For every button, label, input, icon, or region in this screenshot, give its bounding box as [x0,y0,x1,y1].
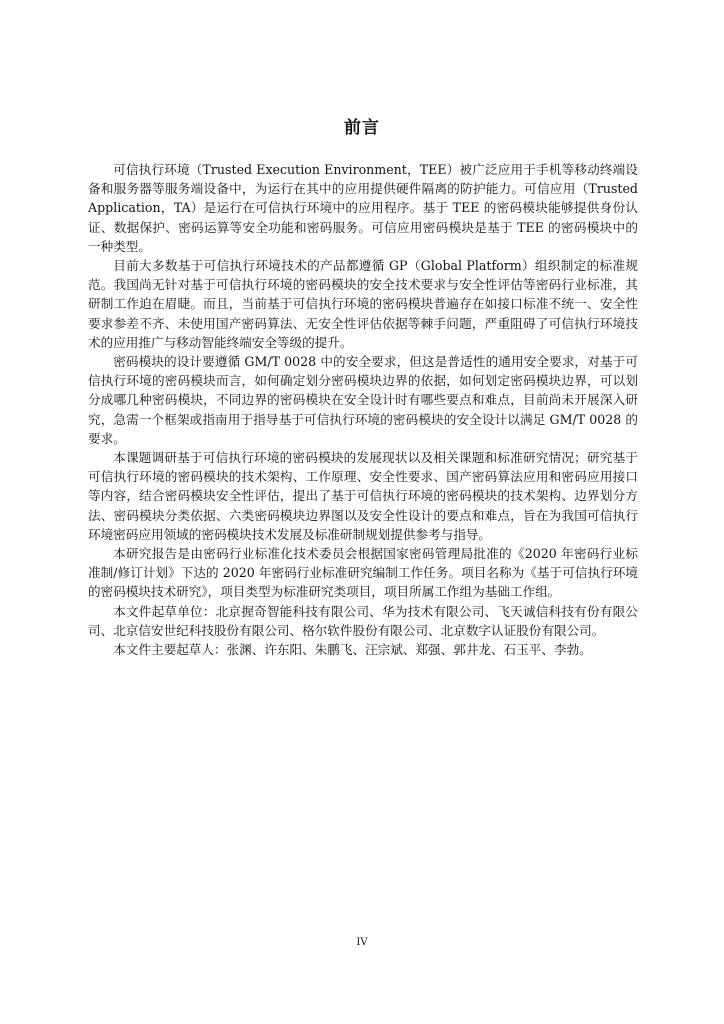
paragraph-gp-standard: 目前大多数基于可信执行环境技术的产品都遵循 GP（Global Platform）组织制定的标准规范。我国尚无针对基于可信执行环境的密码模块的安全技术要求与安全性评估等密码行业标准，其研制工作迫在眉睫。而且，当前基于可信执行环境的密码模块普遍存在如接口标准不统一、安全性要求参差不齐、未使用国产密码算法、无安全性评估依据等棘手问题，严重阻碍了可信执行环境技术的应用推广与移动智能终端安全等级的提升。 [88,258,638,350]
paragraph-drafting-units: 本文件起草单位：北京握奇智能科技有限公司、华为技术有限公司、飞天诚信科技有份有限公司、北京信安世纪科技股份有限公司、格尔软件股份有限公司、北京数字认证股份有限公司。 [88,603,638,638]
page-title: 前言 [344,118,380,138]
paragraph-drafters: 本文件主要起草人：张渊、许东阳、朱鹏飞、汪宗斌、郑强、郭井龙、石玉平、李勃。 [113,642,592,658]
paragraph-tee-intro: 可信执行环境（Trusted Execution Environment，TEE）被广泛应用于手机等移动终端设备和服务器等服务端设备中，为运行在其中的应用提供硬件隔离的防护能力。可信应用（Trusted Application，TA）是运行在可信执行环境中的应用程序。基于 TEE 的密码模块能够提供身份认证、数据保护、密码运算等安全功能和密码服务。可信应用密码模块是基于 TEE 的密码模块中的一种类型。 [88,162,638,254]
paragraph-gmt-0028: 密码模块的设计要遵循 GM/T 0028 中的安全要求，但这是普适性的通用安全要求，对基于可信执行环境的密码模块而言，如何确定划分密码模块边界的依据，如何划定密码模块边界，可以划分成哪几种密码模块，不同边界的密码模块在安全设计时有哪些要点和难点，目前尚未开展深入研究，急需一个框架或指南用于指导基于可信执行环境的密码模块的安全设计以满足 GM/T 0028 的要求。 [88,354,638,446]
paragraph-research-scope: 本课题调研基于可信执行环境的密码模块的发展现状以及相关课题和标准研究情况；研究基于可信执行环境的密码模块的技术架构、工作原理、安全性要求、国产密码算法应用和密码应用接口等内容，结合密码模块安全性评估，提出了基于可信执行环境的密码模块的技术架构、边界划分方法、密码模块分类依据、六类密码模块边界图以及安全性设计的要点和难点，旨在为我国可信执行环境密码应用领域的密码模块技术发展及标准研制规划提供参考与指导。 [88,450,638,542]
page-number: IV [356,937,368,948]
foreword-body [88,160,638,659]
paragraph-project-info: 本研究报告是由密码行业标准化技术委员会根据国家密码管理局批准的《2020 年密码行业标准制/修订计划》下达的 2020 年密码行业标准研究编制工作任务。项目名称为《基于可信执行环境的密码模块技术研究》，项目类型为标准研究类项目，项目所属工作组为基础工作组。 [88,546,638,600]
